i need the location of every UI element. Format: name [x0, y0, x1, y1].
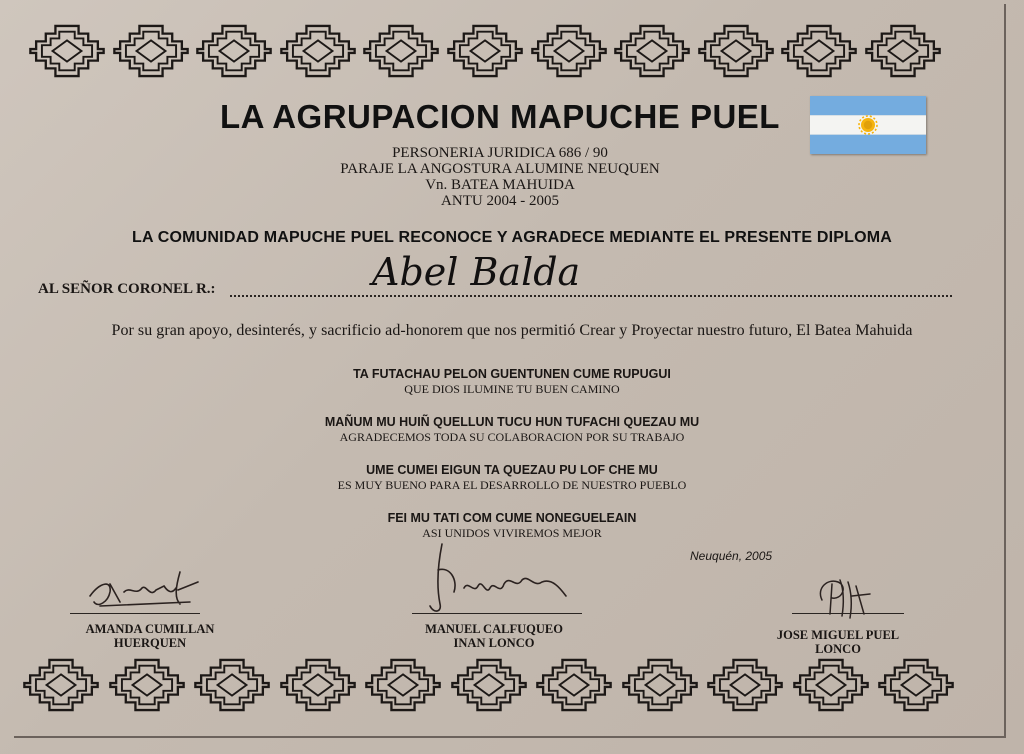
border-motif-icon — [195, 24, 273, 83]
recipient-dotted-line — [230, 295, 952, 297]
legal-registration: PERSONERIA JURIDICA 686 / 90 — [392, 145, 608, 161]
location-line: PARAJE LA ANGOSTURA ALUMINE NEUQUEN — [340, 161, 660, 177]
year-line: ANTU 2004 - 2005 — [441, 193, 559, 209]
phrase-mapudungun: FEI MU TATI COM CUME NONEGUELEAIN — [387, 511, 637, 525]
phrase-item — [212, 366, 812, 414]
border-motif-icon — [362, 24, 440, 83]
phrase-mapudungun: UME CUMEI EIGUN TA QUEZAU PU LOF CHE MU — [366, 463, 658, 477]
phrase-item — [212, 414, 812, 462]
signature-line — [412, 613, 582, 614]
recipient-name: Abel Balda — [372, 250, 581, 294]
phrase-spanish: AGRADECEMOS TODA SU COLABORACION POR SU TRABAJO — [339, 430, 685, 444]
border-motif-icon — [112, 24, 190, 83]
border-motif-icon — [792, 658, 870, 717]
bottom-border-motifs — [0, 654, 1024, 716]
border-motif-icon — [780, 24, 858, 83]
signer-block — [384, 622, 604, 650]
border-motif-icon — [28, 24, 106, 83]
phrase-mapudungun: MAÑUM MU HUIÑ QUELLUN TUCU HUN TUFACHI QUEZAU MU — [324, 415, 700, 429]
signer-name: JOSE MIGUEL PUEL — [776, 628, 900, 642]
signer-title: INAN LONCO — [453, 636, 535, 650]
signature-line — [70, 613, 200, 614]
border-motif-icon — [621, 658, 699, 717]
border-motif-icon — [613, 24, 691, 83]
village-line: Vn. BATEA MAHUIDA — [425, 177, 575, 193]
organization-info — [250, 145, 750, 209]
recipient-label: AL SEÑOR CORONEL R.: — [38, 281, 216, 297]
phrases-block — [212, 366, 812, 558]
signer-block — [40, 622, 260, 650]
border-motif-icon — [446, 24, 524, 83]
border-motif-icon — [697, 24, 775, 83]
border-motif-icon — [535, 658, 613, 717]
signature-scribble-icon — [420, 540, 580, 620]
argentina-flag-icon — [810, 96, 926, 154]
phrase-spanish: ASI UNIDOS VIVIREMOS MEJOR — [422, 526, 602, 540]
border-motif-icon — [108, 658, 186, 717]
signature-line — [792, 613, 904, 614]
signer-title: HUERQUEN — [113, 636, 187, 650]
signer-name: AMANDA CUMILLAN — [85, 622, 215, 636]
border-motif-icon — [530, 24, 608, 83]
signature-scribble-icon — [80, 566, 210, 616]
border-motif-icon — [877, 658, 955, 717]
signer-name: MANUEL CALFUQUEO — [425, 622, 563, 636]
border-motif-icon — [706, 658, 784, 717]
certificate-title: LA AGRUPACION MAPUCHE PUEL — [220, 98, 780, 135]
phrase-spanish: QUE DIOS ILUMINE TU BUEN CAMINO — [404, 382, 620, 396]
signer-title: LONCO — [815, 642, 861, 656]
phrase-spanish: ES MUY BUENO PARA EL DESARROLLO DE NUESTRO PUEBLO — [337, 478, 687, 492]
phrase-item — [212, 462, 812, 510]
recognition-statement: LA COMUNIDAD MAPUCHE PUEL RECONOCE Y AGRADECE MEDIANTE EL PRESENTE DIPLOMA — [131, 229, 893, 246]
border-motif-icon — [193, 658, 271, 717]
border-motif-icon — [864, 24, 942, 83]
border-motif-icon — [279, 24, 357, 83]
dedication-text: Por su gran apoyo, desinterés, y sacrificio ad-honorem que nos permitió Crear y Proyectar nuestro futuro, El Batea Mahuida — [111, 322, 913, 339]
border-motif-icon — [22, 658, 100, 717]
signature-scribble-icon — [808, 570, 878, 626]
border-motif-icon — [364, 658, 442, 717]
top-border-motifs — [0, 20, 1024, 82]
signer-block — [728, 628, 948, 656]
phrase-mapudungun: TA FUTACHAU PELON GUENTUNEN CUME RUPUGUI — [353, 367, 671, 381]
place-date: Neuquén, 2005 — [690, 549, 773, 563]
border-motif-icon — [450, 658, 528, 717]
border-motif-icon — [279, 658, 357, 717]
